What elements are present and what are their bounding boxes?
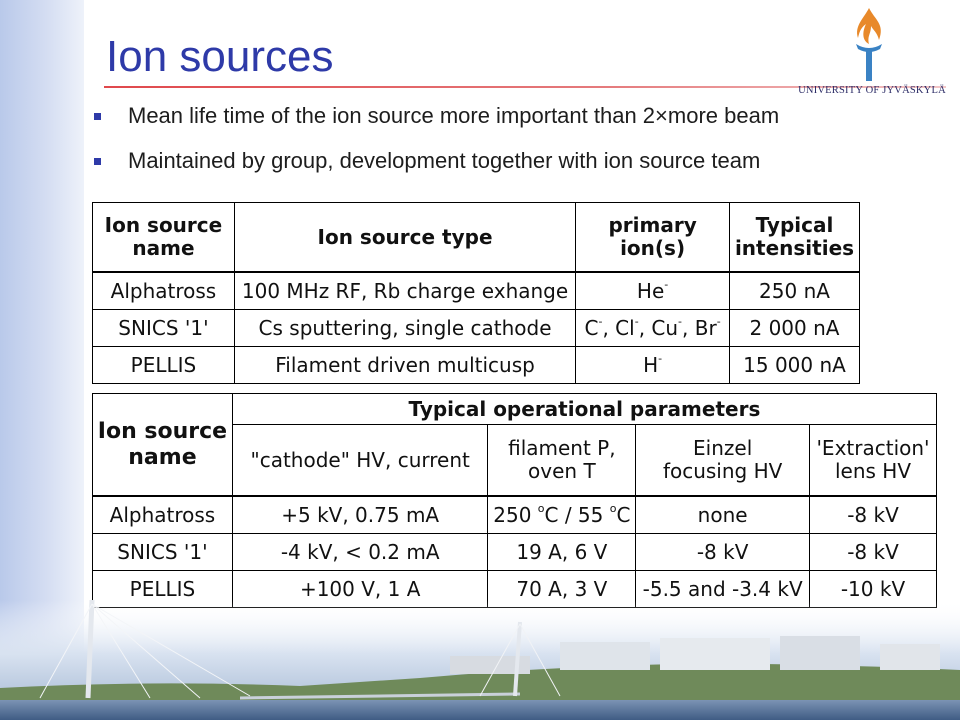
header-filament — [488, 425, 636, 497]
degree-mark: o — [537, 501, 545, 515]
ion-charge: - — [598, 314, 603, 328]
table-row — [93, 347, 860, 384]
operational-parameters-table — [92, 393, 937, 608]
ion-separator: , — [638, 315, 652, 340]
header-text: Typical — [755, 213, 834, 237]
bullet-marker-icon — [94, 158, 101, 165]
cell-intensity: 2 000 nA — [730, 310, 860, 347]
cell-extraction: -8 kV — [810, 496, 937, 534]
cell-type: Cs sputtering, single cathode — [234, 310, 575, 347]
header-text: primary — [608, 213, 697, 237]
table-row — [93, 310, 860, 347]
ion-base: Br — [694, 315, 717, 340]
header-text: intensities — [734, 236, 855, 260]
cell-ions — [576, 347, 730, 384]
bullet-text: Mean life time of the ion source more important than 2×more beam — [128, 103, 780, 128]
header-group: Typical operational parameters — [232, 394, 936, 425]
cell-extraction: -10 kV — [810, 571, 937, 608]
ion-separator: , — [682, 315, 695, 340]
campus-photo-strip — [0, 600, 960, 720]
ion-charge: - — [716, 314, 721, 328]
bullet-marker-icon — [94, 113, 101, 120]
header-text: ion(s) — [620, 236, 686, 260]
cell-cathode: -4 kV, < 0.2 mA — [232, 534, 488, 571]
cell-name: Alphatross — [93, 272, 235, 310]
cell-name: PELLIS — [93, 571, 233, 608]
header-text: Ion source — [104, 213, 223, 237]
cell-filament — [488, 496, 636, 534]
cell-filament: 19 A, 6 V — [488, 534, 636, 571]
header-text: filament P, — [508, 436, 616, 460]
ion-separator: , — [602, 315, 616, 340]
header-text: 'Extraction' — [816, 436, 930, 460]
filament-text: 250 — [493, 502, 538, 527]
cell-ions — [576, 310, 730, 347]
cell-name: SNICS '1' — [93, 534, 233, 571]
header-text: name — [132, 236, 195, 260]
cell-type: 100 MHz RF, Rb charge exhange — [234, 272, 575, 310]
cell-extraction: -8 kV — [810, 534, 937, 571]
header-text: lens HV — [834, 459, 912, 483]
header-text: focusing HV — [662, 459, 783, 483]
table-header-row — [93, 203, 860, 273]
ion-base: C — [584, 315, 599, 340]
ion-base: He — [636, 278, 665, 303]
bullet-list — [92, 102, 779, 192]
header-intensities — [730, 203, 860, 273]
header-extraction — [810, 425, 937, 497]
header-text: Ion source — [97, 419, 228, 445]
ion-charge: - — [678, 314, 683, 328]
filament-text: C — [616, 502, 631, 527]
torch-icon — [844, 6, 894, 84]
header-name — [93, 394, 233, 497]
ion-base: H — [643, 352, 659, 377]
ion-base: Cl — [615, 315, 635, 340]
university-name: UNIVERSITY OF JYVÄSKYLÄ — [798, 85, 946, 96]
bullet-item — [92, 102, 779, 147]
header-text: oven T — [528, 459, 596, 483]
degree-mark: o — [609, 501, 617, 515]
university-logo — [792, 6, 952, 98]
header-primary-ions — [576, 203, 730, 273]
filament-text: C / 55 — [544, 502, 610, 527]
cell-einzel: -8 kV — [636, 534, 810, 571]
cell-cathode: +100 V, 1 A — [232, 571, 488, 608]
header-type: Ion source type — [234, 203, 575, 273]
cell-type: Filament driven multicusp — [234, 347, 575, 384]
cell-einzel: -5.5 and -3.4 kV — [636, 571, 810, 608]
ion-charge: - — [658, 351, 663, 365]
table-row — [93, 496, 937, 534]
cell-einzel: none — [636, 496, 810, 534]
ion-charge: - — [664, 277, 669, 291]
cell-filament: 70 A, 3 V — [488, 571, 636, 608]
header-einzel — [636, 425, 810, 497]
ion-charge: - — [634, 314, 639, 328]
cell-cathode: +5 kV, 0.75 mA — [232, 496, 488, 534]
table-row — [93, 272, 860, 310]
cell-name: Alphatross — [93, 496, 233, 534]
header-text: name — [128, 444, 197, 470]
cell-intensity: 250 nA — [730, 272, 860, 310]
slide-title: Ion sources — [106, 32, 334, 81]
bullet-item — [92, 147, 779, 192]
header-text: Einzel — [693, 436, 753, 460]
ion-base: Cu — [651, 315, 679, 340]
table-row — [93, 534, 937, 571]
cell-ions — [576, 272, 730, 310]
header-name — [93, 203, 235, 273]
cell-name: PELLIS — [93, 347, 235, 384]
ion-source-table — [92, 202, 860, 384]
cell-intensity: 15 000 nA — [730, 347, 860, 384]
table-header-row — [93, 394, 937, 425]
bullet-text: Maintained by group, development together with ion source team — [128, 148, 761, 173]
cell-name: SNICS '1' — [93, 310, 235, 347]
header-cathode: "cathode" HV, current — [232, 425, 488, 497]
